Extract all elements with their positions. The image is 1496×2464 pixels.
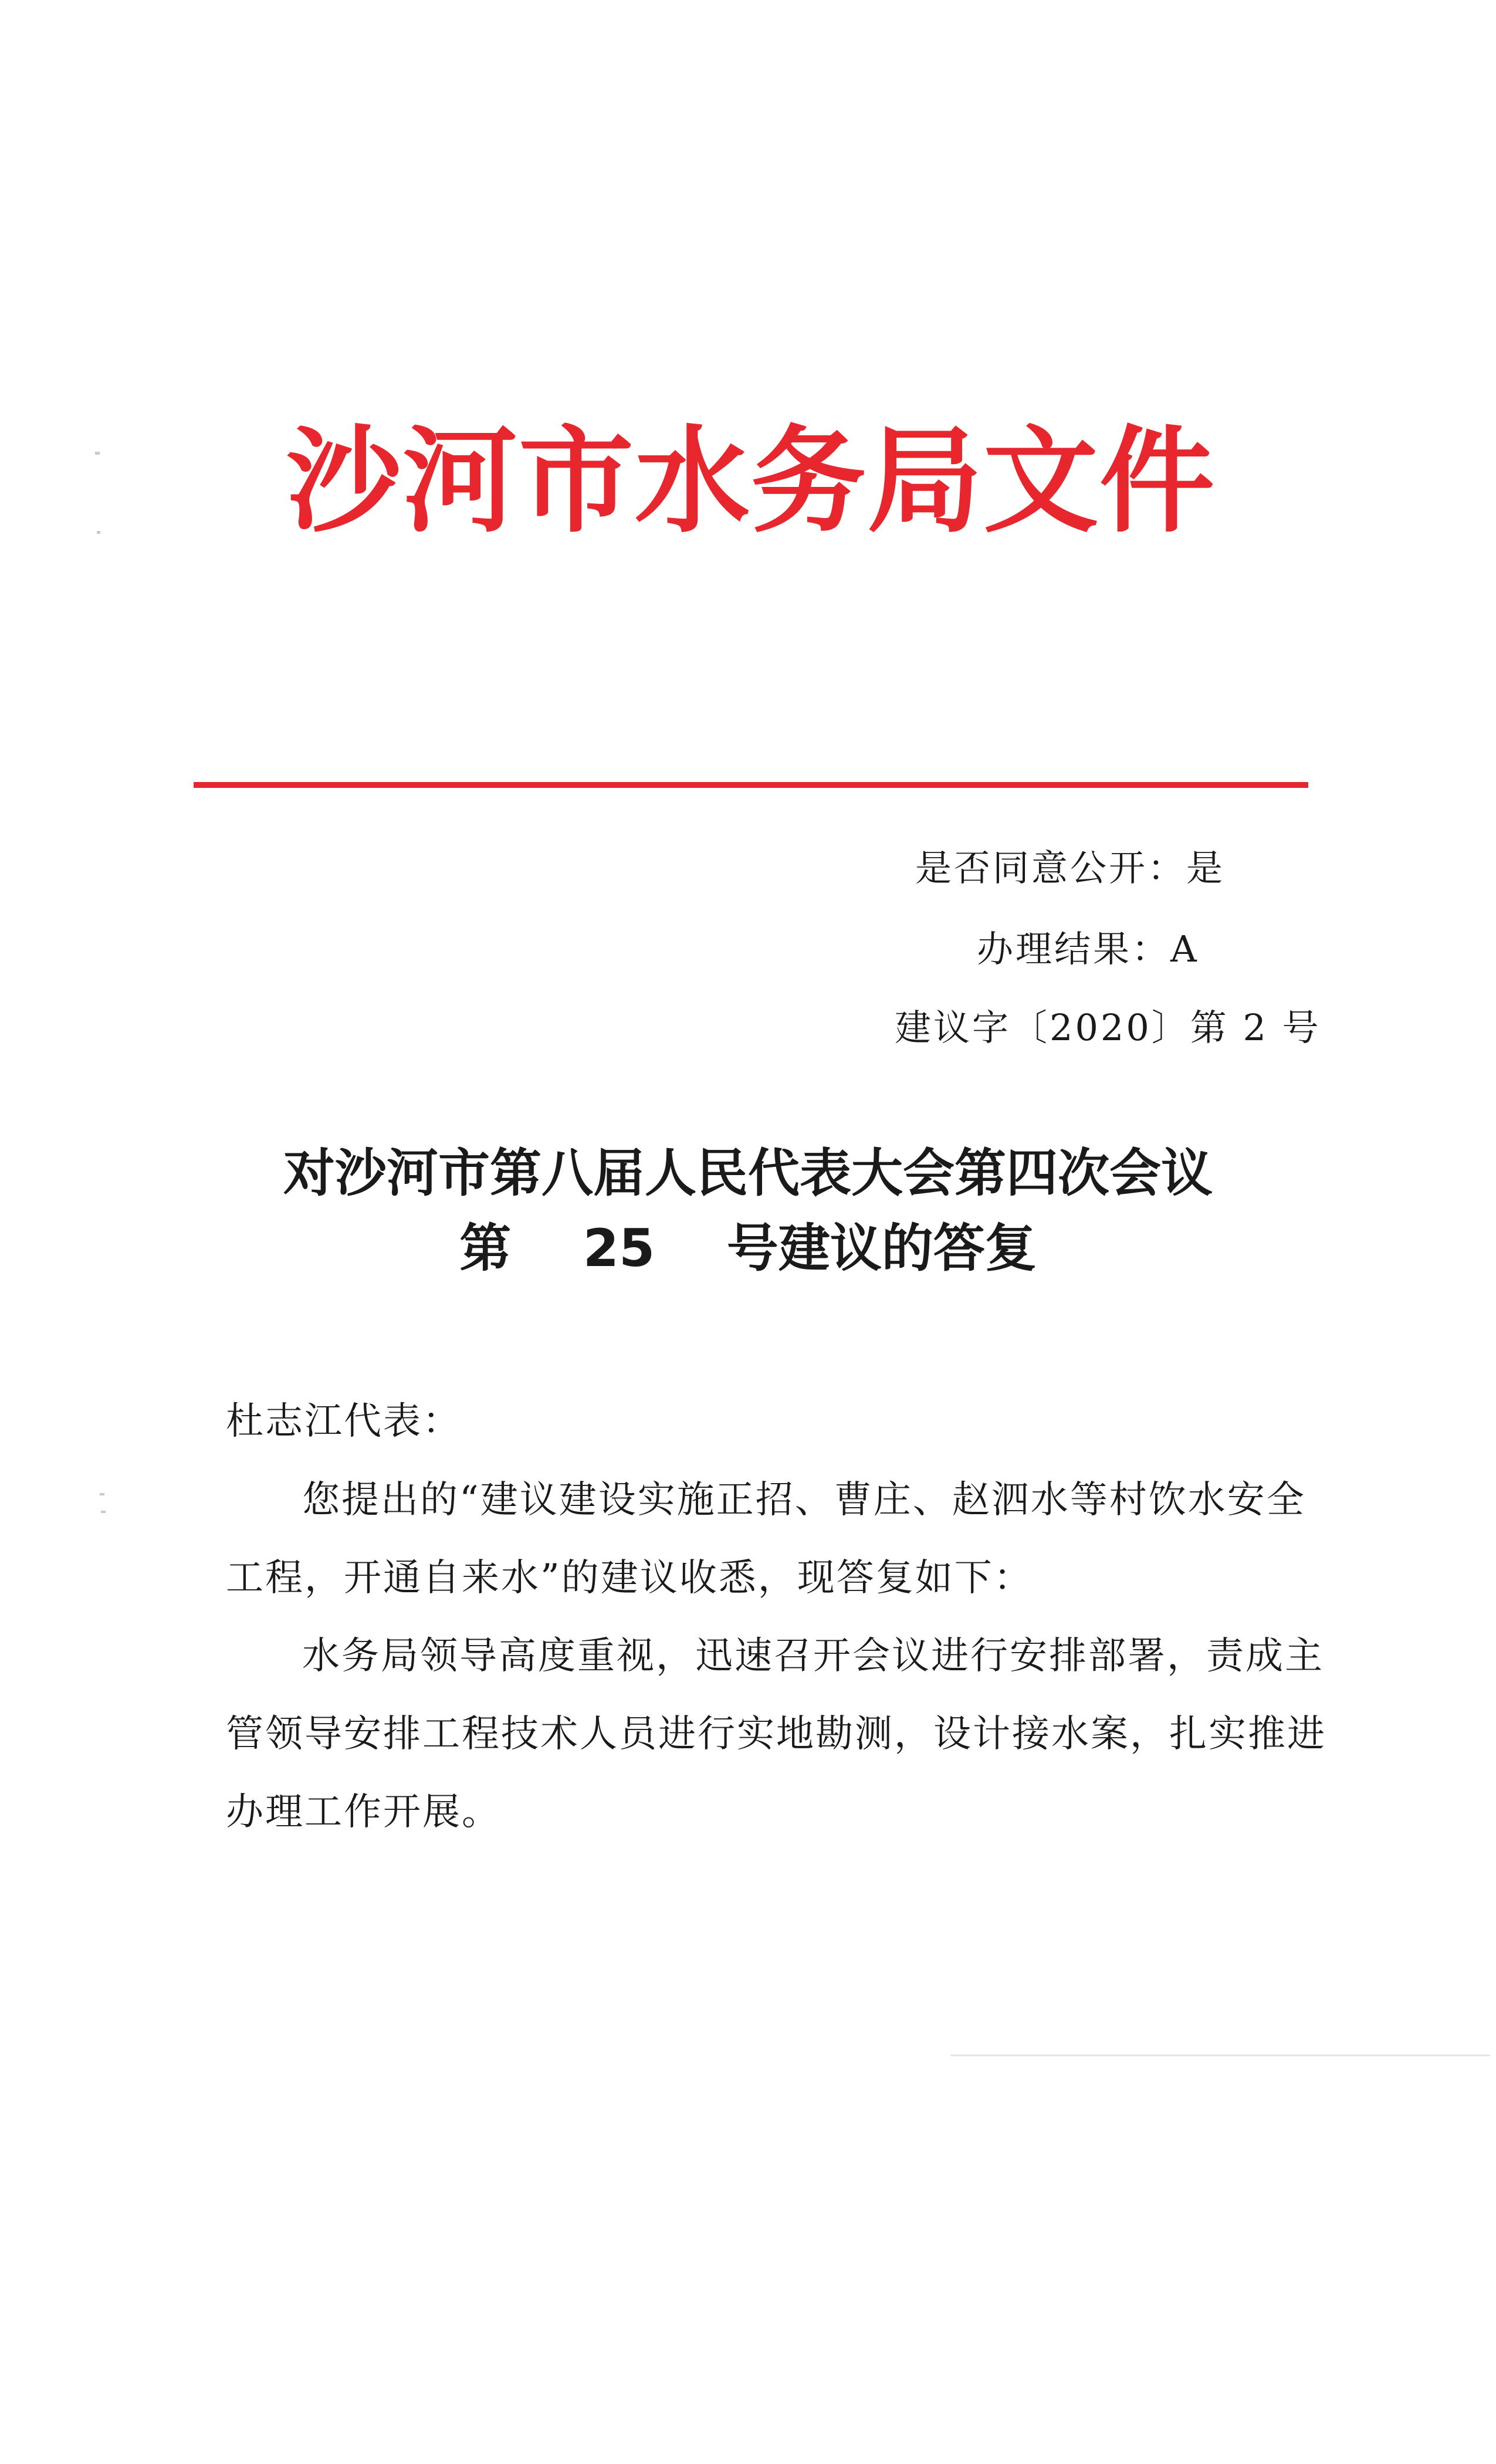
document-title-line-1: 对沙河市第八届人民代表大会第四次会议 <box>283 1143 1213 1203</box>
paragraph-1-line-2: 工程，开通自来水”的建议收悉，现答复如下： <box>226 1556 1033 1600</box>
red-divider-rule <box>194 782 1308 788</box>
masthead-text: 沙河市水务局文件 <box>286 414 1216 549</box>
paragraph-2-line-3: 办理工作开展。 <box>226 1791 501 1834</box>
scan-edge-line <box>950 2055 1490 2056</box>
document-title-line-2: 第 25 号建议的答复 <box>459 1218 1037 1278</box>
document-masthead <box>276 405 1226 557</box>
public-disclosure-line: 是否同意公开：是 <box>915 847 1226 889</box>
paragraph-2-line-1: 水务局领导高度重视，迅速召开会议进行安排部署，责成主 <box>302 1634 1324 1678</box>
scan-speck <box>97 531 100 534</box>
document-number-line: 建议字〔2020〕第 2 号 <box>895 1006 1321 1049</box>
scan-speck <box>95 452 100 455</box>
handling-result-line: 办理结果：A <box>977 928 1199 970</box>
paragraph-2-line-2: 管领导安排工程技术人员进行实地勘测，设计接水案，扎实推进 <box>226 1712 1326 1756</box>
salutation: 杜志江代表： <box>226 1400 462 1443</box>
paragraph-1-line-1: 您提出的“建议建设实施正招、曹庄、赵泗水等村饮水安全 <box>302 1478 1306 1522</box>
scan-speck <box>100 1493 104 1495</box>
scan-speck <box>101 1511 106 1513</box>
